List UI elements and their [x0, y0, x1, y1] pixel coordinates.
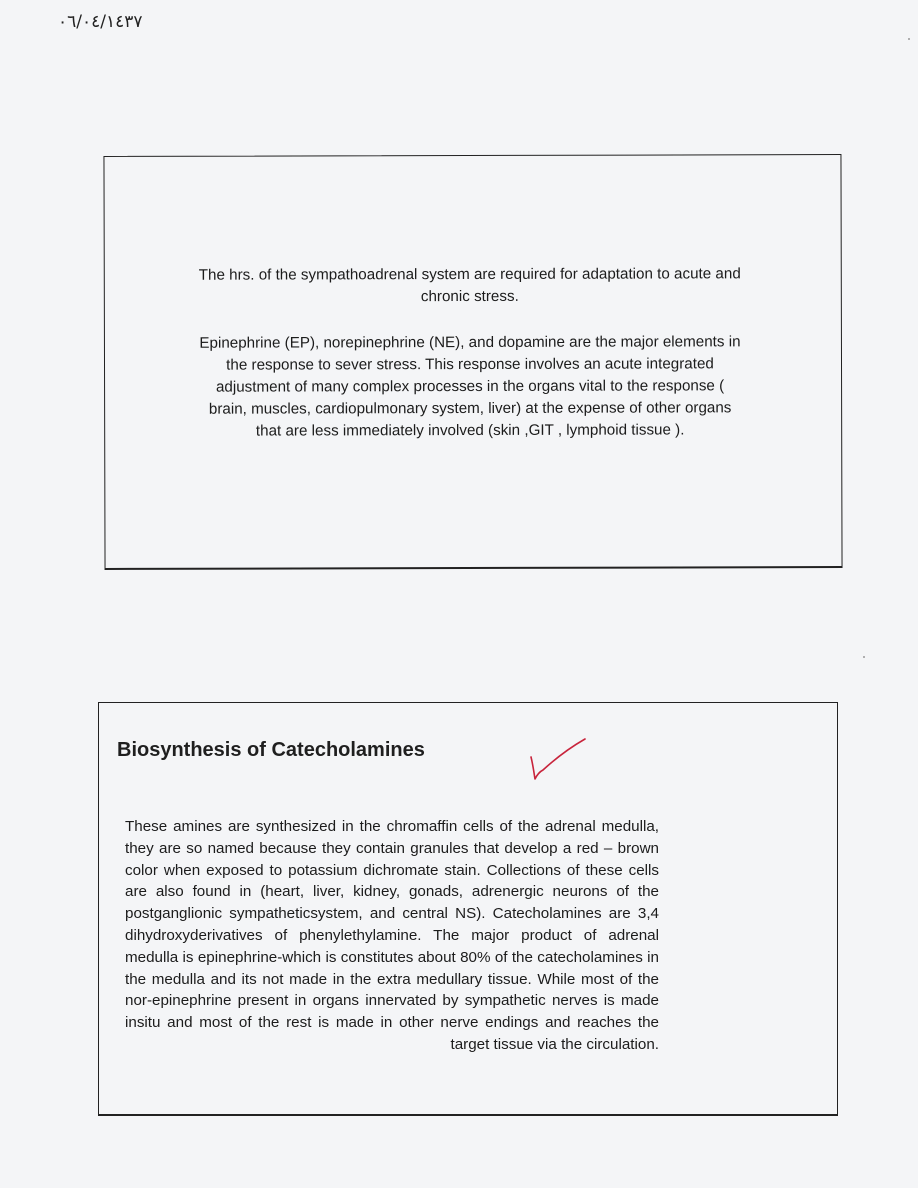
slide-1-paragraph-1: The hrs. of the sympathoadrenal system are required for adaptation to acute and chronic stress. — [198, 265, 741, 306]
slide-1-paragraph-2: Epinephrine (EP), norepinephrine (NE), and dopamine are the major elements in the response to sever stress. This response involves an acute integrated adjustment of many complex processes in the organs vital to the response ( brain, muscles, cardiopulmonary system, liver) at the expense of other organs that are less immediately involved (skin ,GIT , lymphoid tissue ). — [199, 333, 741, 440]
scan-speck — [863, 656, 865, 658]
slide-2-title: Biosynthesis of Catecholamines — [117, 739, 425, 761]
slide-1 — [103, 154, 842, 570]
scan-speck — [908, 38, 910, 40]
checkmark-icon — [527, 735, 589, 783]
slide-2-body: These amines are synthesized in the chromaffin cells of the adrenal medulla, they are so named because they contain granules that develop a red – brown color when exposed to potassium dichromate stain. Collections of these cells are also found in (heart, liver, kidney, gonads, adrenergic neurons of the postganglionic sympatheticsystem, and central NS). Catecholamines are 3,4 dihydroxyderivatives of phenylethylamine. The major product of adrenal medulla is epinephrine-which is constitutes about 80% of the catecholamines in the medulla and its not made in the extra medullary tissue. While most of the nor-epinephrine present in organs innervated by sympathetic nerves is made insitu and most of the rest is made in other nerve endings and reaches the target tissue via the circulation. — [125, 818, 659, 1053]
handwritten-date: ٠٦/٠٤/١٤٣٧ — [58, 12, 143, 32]
slide-2 — [98, 702, 838, 1116]
